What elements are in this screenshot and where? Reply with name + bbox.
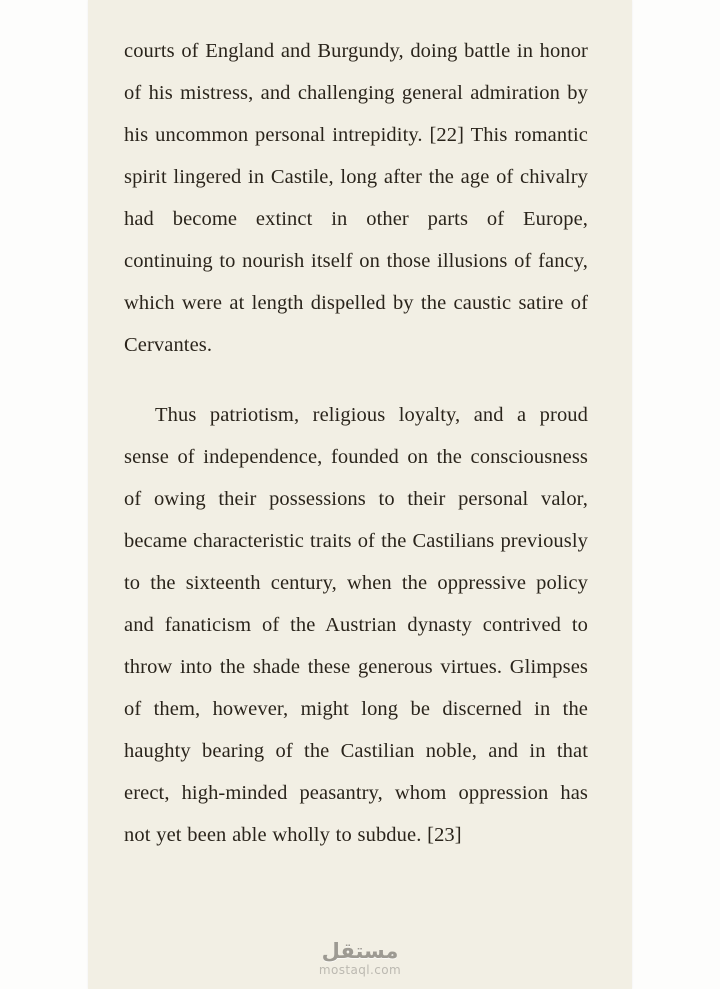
paragraph: Thus patriotism, religious loyalty, and a proud sense of independence, founded on the consciousness of owing their possessions to their personal valor, became characteristic traits of the Castilians previously to the sixteenth century, when the oppressive policy and fanaticism of the Austrian dynasty contrived to throw into the shade these generous virtues. Glimpses of them, however, might long be discerned in the haughty bearing of the Castilian noble, and in that erect, high-minded peasantry, whom oppression has not yet been able wholly to subdue. [23] bbox=[124, 404, 588, 846]
reading-text-column bbox=[88, 0, 632, 856]
watermark-url-text: mostaql.com bbox=[318, 962, 402, 977]
book-page[interactable] bbox=[88, 0, 632, 989]
watermark bbox=[319, 940, 401, 977]
watermark-brand-logo: مستقل bbox=[321, 938, 399, 963]
paragraph: courts of England and Burgundy, doing battle in honor of his mistress, and challenging general admiration by his uncommon personal intrepidity. [22] This romantic spirit lingered in Castile, long after the age of chivalry had become extinct in other parts of Europe, continuing to nourish itself on those illusions of fancy, which were at length dispelled by the caustic satire of Cervantes. bbox=[124, 40, 588, 356]
